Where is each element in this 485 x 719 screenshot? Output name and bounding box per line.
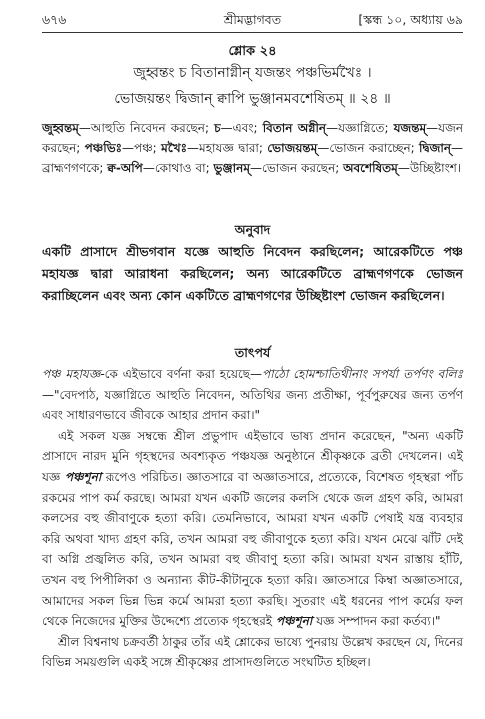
verse-title: শ্লোক ২৪ <box>228 44 277 59</box>
chapter-reference: [স্কন্ধ ১০, অধ্যায় ৬৯ <box>358 12 463 27</box>
synonym-meaning: —ব্রাহ্মণগণকে; <box>42 141 463 175</box>
synonym-word: মখৈঃ <box>161 141 188 155</box>
page-number: ৬৭৬ <box>42 12 67 27</box>
purport-text: এই সকল যজ্ঞ সম্বন্ধে শ্রীল প্রভুপাদ এইভাবে ভাষ্য প্রদান করেছেন, "অন্য একটি প্রাসাদে নারদ মুনি গৃহস্থদের অবশ্যকৃত পঞ্চযজ্ঞ অনুষ্ঠানে শ্রীকৃষ্ণকে ব্রতী দেখলেন। এই যজ্ঞ <box>42 428 463 484</box>
synonym-word: যজন্তম্ <box>393 121 427 135</box>
synonyms <box>42 118 463 178</box>
purport-body <box>42 364 463 673</box>
header-rule <box>42 32 463 33</box>
purport-heading: তাৎপর্য <box>234 345 271 360</box>
synonym-word: জুহ্বন্তম্ <box>42 121 79 135</box>
purport-text: -কে এইভাবে বর্ণনা করা হয়েছে— <box>100 367 262 381</box>
book-title: শ্রীমদ্ভাগবত <box>223 12 282 27</box>
synonym-meaning: —ভোজন করাচ্ছেন; <box>317 141 420 155</box>
synonym-word: ভোজয়ন্তম্ <box>267 141 318 155</box>
synonym-meaning: —আহুতি নিবেদন করছেন; <box>78 121 215 135</box>
purport-paragraph <box>42 426 463 632</box>
synonym-word: ক্ব-অপি <box>107 161 143 175</box>
synonym-word: চ <box>214 121 221 135</box>
page-header <box>42 10 463 32</box>
purport-term: পঞ্চশূনা <box>64 469 102 484</box>
translation-heading: অনুবাদ <box>234 222 271 237</box>
synonym-meaning: —কোথাও বা; <box>142 161 214 175</box>
synonym-word: দ্বিজান্ <box>419 141 451 155</box>
synonym-meaning: —পঞ্চ; <box>122 141 162 155</box>
synonym-word: ভুঞ্জানম্ <box>213 161 250 175</box>
synonym-word: পঞ্চভিঃ <box>84 141 123 155</box>
purport-text: —"বেদপাঠ, যজ্ঞাগ্নিতে আহুতি নিবেদন, অতিথির জন্য প্রতীক্ষা, পূর্বপুরুষের জন্য তর্পণ এবং সাধারণভাবে জীবকে আহার প্রদান করা।" <box>42 387 463 423</box>
synonym-meaning: —মহাযজ্ঞ দ্বারা; <box>187 141 268 155</box>
purport-term: পঞ্চ মহাযজ্ঞ <box>42 367 101 381</box>
purport-text: যজ্ঞ সম্পাদন করা কর্তব্য।" <box>312 614 441 629</box>
verse-line-1: জুহ্বন্তং চ বিতানাগ্নীন্ যজন্তং পঞ্চভির্মখৈঃ । <box>133 65 372 81</box>
purport-text: রূপেও পরিচিত। জ্ঞাতসারে বা অজ্ঞাতসারে, প্রত্যেকে, বিশেষত গৃহস্থরা পাঁচ রকমের পাপ কর্ম করছে। আমরা যখন একটি জলের কলসি থেকে জল গ্রহণ করি, আমরা কলসের বহু জীবাণুকে হত্যা করি। তেমনিভাবে, আমরা যখন একটি পেষাই যন্ত্র ব্যবহার করি অথবা খাদ্য গ্রহণ করি, তখন আমরা বহু জীবাণুকে হত্যা করি। যখন মেঝে ঝাঁট দেই বা অগ্নি প্রজ্বলিত করি, তখন আমরা বহু জীবাণু হত্যা করি। আমরা যখন রাস্তায় হাঁটি, তখন বহু পিপীলিকা ও অন্যান্য কীট-কীটানুকে হত্যা করি। জ্ঞাতসারে কিম্বা অজ্ঞাতসারে, আমাদের সকল ভিন্ন ভিন্ন কর্মে আমরা হত্যা করছি। সুতরাং এই ধরনের পাপ কর্মের ফল থেকে নিজেদের মুক্তির উদ্দেশ্যে প্রত্যেক গৃহস্থেরই <box>42 469 463 629</box>
synonym-meaning: —ভোজন করছেন; <box>249 161 344 175</box>
synonym-meaning: —উচ্ছিষ্টাংশ। <box>397 161 462 175</box>
purport-term: পঞ্চশূনা <box>275 614 313 629</box>
purport-paragraph <box>42 364 463 426</box>
synonym-meaning: —এবং; <box>220 121 263 135</box>
verse-line-2: ভোজয়ন্তং দ্বিজান্ ক্বাপি ভুঞ্জানমবশেষিতম্ ॥ ২৪ ॥ <box>114 91 391 107</box>
synonym-word: বিতান অগ্নীন্ <box>262 121 327 135</box>
synonym-word: অবশেষিতম্ <box>343 161 398 175</box>
synonym-meaning: —যজন করছেন; <box>42 121 463 155</box>
translation-text: একটি প্রাসাদে শ্রীভগবান যজ্ঞে আহুতি নিবেদন করছিলেন; আরেকটিতে পঞ্চ মহাযজ্ঞ দ্বারা আরাধনা করছিলেন; অন্য আরেকটিতে ব্রাহ্মণগণকে ভোজন করাচ্ছিলেন এবং অন্য কোন একটিতে ব্রাহ্মণগণের উচ্ছিষ্টাংশ ভোজন করছিলেন। <box>42 244 463 303</box>
synonym-meaning: —যজ্ঞাগ্নিতে; <box>326 121 394 135</box>
purport-paragraph: শ্রীল বিশ্বনাথ চক্রবর্তী ঠাকুর তাঁর এই শ্লোকের ভাষ্যে পুনরায় উল্লেখ করছেন যে, দিনের বিভিন্ন সময়গুলি একই সঙ্গে শ্রীকৃষ্ণের প্রাসাদগুলিতে সংঘটিত হচ্ছিল। <box>42 634 463 670</box>
purport-quote: পাঠো হোমশ্চাতিথীনাং সপর্যা তর্পণং বলিঃ <box>261 367 463 381</box>
